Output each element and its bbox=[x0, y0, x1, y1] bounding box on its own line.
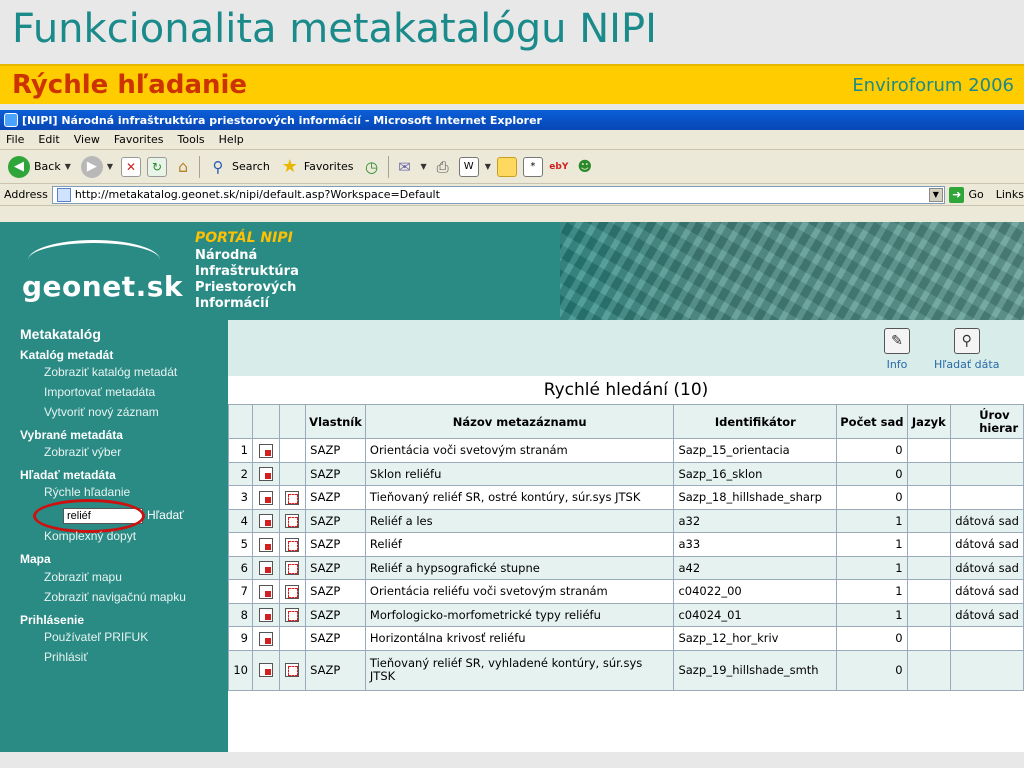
address-bar bbox=[0, 184, 1024, 206]
sidebar-link-show-map[interactable]: Zobraziť mapu bbox=[44, 570, 122, 584]
back-label: Back bbox=[34, 160, 61, 173]
col-header-language[interactable]: Jazyk bbox=[907, 405, 951, 439]
row-identifier: c04022_00 bbox=[674, 580, 837, 604]
metadata-doc-icon[interactable] bbox=[259, 632, 273, 646]
forward-button[interactable] bbox=[79, 154, 115, 180]
row-identifier: Sazp_12_hor_kriv bbox=[674, 627, 837, 651]
metadata-doc-icon[interactable] bbox=[259, 444, 273, 458]
go-arrow-icon[interactable]: ➜ bbox=[949, 187, 965, 203]
row-count: 1 bbox=[837, 533, 907, 557]
sidebar-title: Metakatalóg bbox=[20, 326, 101, 342]
row-owner: SAZP bbox=[306, 439, 366, 463]
row-doc-cell bbox=[252, 439, 279, 463]
row-level: dátová sad bbox=[951, 556, 1024, 580]
search-data-label: Hľadať dáta bbox=[934, 358, 1000, 371]
info-label: Info bbox=[886, 358, 908, 371]
sidebar-link-new-record[interactable]: Vytvoriť nový záznam bbox=[44, 405, 159, 419]
menu-favorites[interactable]: Favorites bbox=[113, 133, 164, 146]
row-level bbox=[951, 650, 1024, 690]
menu-help[interactable]: Help bbox=[218, 133, 244, 146]
search-label: Search bbox=[232, 160, 270, 173]
row-doc-cell bbox=[252, 580, 279, 604]
row-level bbox=[951, 627, 1024, 651]
main-panel bbox=[228, 320, 1024, 752]
results-title: Rychlé hledání (10) bbox=[543, 380, 709, 400]
row-language bbox=[907, 650, 951, 690]
row-name-link[interactable]: Horizontálna krivosť reliéfu bbox=[365, 627, 674, 651]
table-row[interactable] bbox=[229, 462, 1024, 486]
browser-toolbar bbox=[0, 150, 1024, 184]
chevron-down-icon: ▼ bbox=[484, 162, 491, 171]
refresh-icon[interactable]: ↻ bbox=[147, 157, 167, 177]
sidebar-section-map: Mapa bbox=[20, 552, 51, 566]
row-doc-cell bbox=[252, 650, 279, 690]
slide-footer bbox=[0, 752, 1024, 768]
row-level: dátová sad bbox=[951, 603, 1024, 627]
menu-edit[interactable]: Edit bbox=[38, 133, 60, 146]
row-owner: SAZP bbox=[306, 603, 366, 627]
ebay-icon[interactable]: ebY bbox=[549, 161, 569, 172]
row-name-link[interactable]: Tieňovaný reliéf SR, ostré kontúry, súr.sys JTSK bbox=[365, 486, 674, 510]
portal-title: PORTÁL NIPI bbox=[195, 230, 293, 246]
row-level: dátová sad bbox=[951, 509, 1024, 533]
row-doc-cell bbox=[252, 509, 279, 533]
browser-window bbox=[0, 110, 1024, 752]
row-index: 3 bbox=[229, 486, 253, 510]
map-preview-icon[interactable] bbox=[285, 585, 299, 599]
row-owner: SAZP bbox=[306, 509, 366, 533]
chevron-down-icon: ▼ bbox=[64, 162, 71, 171]
edit-icon[interactable]: W bbox=[459, 157, 479, 177]
col-header-owner[interactable]: Vlastník bbox=[306, 405, 366, 439]
history-icon[interactable]: ◷ bbox=[364, 157, 379, 176]
col-header-doc bbox=[252, 405, 279, 439]
metadata-doc-icon[interactable] bbox=[259, 538, 273, 552]
row-level bbox=[951, 439, 1024, 463]
row-name-link[interactable]: Reliéf a hypsografické stupne bbox=[365, 556, 674, 580]
highlight-oval bbox=[33, 499, 145, 533]
row-identifier: Sazp_18_hillshade_sharp bbox=[674, 486, 837, 510]
sidebar-user: Používateľ PRIFUK bbox=[44, 630, 149, 644]
sidebar-section-login: Prihlásenie bbox=[20, 613, 85, 627]
forward-arrow-icon: ▶ bbox=[81, 156, 103, 178]
menu-view[interactable]: View bbox=[73, 133, 100, 146]
menu-file[interactable]: File bbox=[6, 133, 25, 146]
row-index: 9 bbox=[229, 627, 253, 651]
portal-line: Infraštruktúra bbox=[195, 264, 299, 279]
table-header-row bbox=[229, 405, 1024, 439]
address-url: http://metakatalog.geonet.sk/nipi/default.asp?Workspace=Default bbox=[74, 188, 440, 201]
row-map-cell bbox=[279, 650, 306, 690]
col-header-map bbox=[279, 405, 306, 439]
metadata-doc-icon[interactable] bbox=[259, 585, 273, 599]
tool-strip bbox=[228, 320, 1024, 376]
chevron-down-icon[interactable]: ▼ bbox=[929, 188, 943, 202]
table-row[interactable] bbox=[229, 439, 1024, 463]
row-index: 5 bbox=[229, 533, 253, 557]
table-row[interactable] bbox=[229, 556, 1024, 580]
row-doc-cell bbox=[252, 462, 279, 486]
row-identifier: Sazp_16_sklon bbox=[674, 462, 837, 486]
page-icon bbox=[57, 188, 71, 202]
row-count: 0 bbox=[837, 650, 907, 690]
row-language bbox=[907, 439, 951, 463]
row-map-cell bbox=[279, 462, 306, 486]
row-language bbox=[907, 509, 951, 533]
col-header-level[interactable]: Úrov hierar bbox=[951, 405, 1024, 439]
row-identifier: a42 bbox=[674, 556, 837, 580]
sidebar-link-show-selection[interactable]: Zobraziť výber bbox=[44, 445, 122, 459]
portal-line: Národná bbox=[195, 248, 258, 263]
row-level bbox=[951, 462, 1024, 486]
row-doc-cell bbox=[252, 486, 279, 510]
search-button[interactable] bbox=[206, 154, 272, 180]
home-icon[interactable]: ⌂ bbox=[177, 157, 189, 176]
row-language bbox=[907, 486, 951, 510]
row-name-link[interactable]: Sklon reliéfu bbox=[365, 462, 674, 486]
row-count: 1 bbox=[837, 580, 907, 604]
row-map-cell bbox=[279, 439, 306, 463]
row-doc-cell bbox=[252, 627, 279, 651]
metadata-doc-icon[interactable] bbox=[259, 663, 273, 677]
row-index: 8 bbox=[229, 603, 253, 627]
event-name: Enviroforum 2006 bbox=[852, 75, 1014, 96]
row-owner: SAZP bbox=[306, 486, 366, 510]
research-icon[interactable]: * bbox=[523, 157, 543, 177]
sidebar-link-show-catalog[interactable]: Zobraziť katalóg metadát bbox=[44, 365, 178, 379]
row-owner: SAZP bbox=[306, 580, 366, 604]
search-data-icon: ⚲ bbox=[954, 328, 980, 354]
info-icon: ✎ bbox=[884, 328, 910, 354]
row-index: 10 bbox=[229, 650, 253, 690]
map-preview-icon[interactable] bbox=[285, 561, 299, 575]
search-data-tool[interactable] bbox=[934, 328, 999, 371]
portal-line: Priestorových bbox=[195, 280, 297, 295]
map-preview-icon[interactable] bbox=[285, 663, 299, 677]
sidebar bbox=[0, 320, 228, 752]
map-preview-icon[interactable] bbox=[285, 491, 299, 505]
menu-bar bbox=[0, 130, 1024, 150]
info-tool[interactable] bbox=[884, 328, 910, 371]
row-language bbox=[907, 580, 951, 604]
messenger-icon[interactable]: ☻ bbox=[577, 158, 593, 175]
address-input[interactable] bbox=[52, 186, 945, 204]
row-level: dátová sad bbox=[951, 580, 1024, 604]
row-owner: SAZP bbox=[306, 462, 366, 486]
row-language bbox=[907, 462, 951, 486]
row-map-cell bbox=[279, 486, 306, 510]
table-row[interactable] bbox=[229, 650, 1024, 690]
row-map-cell bbox=[279, 603, 306, 627]
chevron-down-icon: ▼ bbox=[106, 162, 114, 171]
row-map-cell bbox=[279, 509, 306, 533]
subtitle-band bbox=[0, 64, 1024, 104]
row-index: 6 bbox=[229, 556, 253, 580]
map-preview-icon[interactable] bbox=[285, 538, 299, 552]
row-identifier: a33 bbox=[674, 533, 837, 557]
row-doc-cell bbox=[252, 603, 279, 627]
portal-line: Informácií bbox=[195, 296, 270, 311]
print-icon[interactable]: ⎙ bbox=[436, 157, 449, 176]
metadata-doc-icon[interactable] bbox=[259, 608, 273, 622]
chevron-down-icon: ▼ bbox=[420, 162, 427, 171]
row-language bbox=[907, 556, 951, 580]
menu-tools[interactable]: Tools bbox=[177, 133, 205, 146]
sidebar-link-quick-search[interactable]: Rýchle hľadanie bbox=[44, 485, 131, 499]
table-row[interactable] bbox=[229, 533, 1024, 557]
quick-search-button[interactable]: Hľadať bbox=[147, 508, 184, 522]
sidebar-section-catalog: Katalóg metadát bbox=[20, 348, 114, 362]
row-name-link[interactable]: Orientácia voči svetovým stranám bbox=[365, 439, 674, 463]
col-header-count[interactable]: Počet sad bbox=[837, 405, 907, 439]
aerial-photo bbox=[560, 222, 1024, 320]
sidebar-link-login[interactable]: Prihlásiť bbox=[44, 650, 88, 664]
folder-icon[interactable] bbox=[497, 157, 517, 177]
metadata-doc-icon[interactable] bbox=[259, 561, 273, 575]
slide-subtitle: Rýchle hľadanie bbox=[12, 70, 248, 100]
row-map-cell bbox=[279, 627, 306, 651]
map-preview-icon[interactable] bbox=[285, 608, 299, 622]
metadata-doc-icon[interactable] bbox=[259, 491, 273, 505]
geonet-logo[interactable]: geonet.sk bbox=[22, 270, 184, 303]
row-identifier: Sazp_15_orientacia bbox=[674, 439, 837, 463]
table-row[interactable] bbox=[229, 486, 1024, 510]
row-identifier: a32 bbox=[674, 509, 837, 533]
web-content bbox=[0, 222, 1024, 752]
row-count: 0 bbox=[837, 439, 907, 463]
address-label: Address bbox=[4, 188, 48, 201]
row-language bbox=[907, 533, 951, 557]
sidebar-link-nav-map[interactable]: Zobraziť navigačnú mapku bbox=[44, 590, 186, 604]
ie-icon bbox=[4, 113, 18, 127]
row-identifier: Sazp_19_hillshade_smth bbox=[674, 650, 837, 690]
results-table bbox=[228, 404, 1024, 691]
back-button[interactable] bbox=[6, 154, 73, 180]
favorites-label: Favorites bbox=[303, 160, 354, 173]
row-name-link[interactable]: Reliéf a les bbox=[365, 509, 674, 533]
table-row[interactable] bbox=[229, 627, 1024, 651]
sidebar-section-selected: Vybrané metadáta bbox=[20, 428, 123, 442]
mail-icon[interactable]: ✉ bbox=[398, 157, 411, 176]
sidebar-section-search: Hľadať metadáta bbox=[20, 468, 116, 482]
toolbar-separator bbox=[388, 156, 389, 178]
map-preview-icon[interactable] bbox=[285, 514, 299, 528]
portal-banner bbox=[0, 222, 1024, 320]
window-titlebar bbox=[0, 110, 1024, 130]
col-header-name[interactable]: Názov metazáznamu bbox=[365, 405, 674, 439]
search-icon: ⚲ bbox=[212, 157, 224, 176]
row-count: 1 bbox=[837, 509, 907, 533]
row-name-link[interactable]: Orientácia reliéfu voči svetovým stranám bbox=[365, 580, 674, 604]
row-doc-cell bbox=[252, 533, 279, 557]
row-index: 4 bbox=[229, 509, 253, 533]
row-owner: SAZP bbox=[306, 533, 366, 557]
row-count: 0 bbox=[837, 486, 907, 510]
row-count: 0 bbox=[837, 627, 907, 651]
table-row[interactable] bbox=[229, 603, 1024, 627]
links-button[interactable]: Links bbox=[995, 188, 1024, 201]
window-title: [NIPI] Národná infraštruktúra priestorových informácií - Microsoft Internet Explorer bbox=[22, 113, 542, 127]
row-map-cell bbox=[279, 533, 306, 557]
quick-search-input[interactable]: reliéf bbox=[63, 508, 143, 524]
sidebar-link-complex-query[interactable]: Komplexný dopyt bbox=[44, 529, 137, 543]
row-index: 1 bbox=[229, 439, 253, 463]
back-arrow-icon: ◀ bbox=[8, 156, 30, 178]
row-language bbox=[907, 603, 951, 627]
row-name-link[interactable]: Reliéf bbox=[365, 533, 674, 557]
metadata-doc-icon[interactable] bbox=[259, 467, 273, 481]
row-index: 7 bbox=[229, 580, 253, 604]
toolbar-separator bbox=[199, 156, 200, 178]
row-name-link[interactable]: Morfologicko-morfometrické typy reliéfu bbox=[365, 603, 674, 627]
row-count: 0 bbox=[837, 462, 907, 486]
row-doc-cell bbox=[252, 556, 279, 580]
row-identifier: c04024_01 bbox=[674, 603, 837, 627]
star-icon: ★ bbox=[281, 156, 298, 177]
stop-icon[interactable]: ✕ bbox=[121, 157, 141, 177]
table-row[interactable] bbox=[229, 580, 1024, 604]
row-map-cell bbox=[279, 556, 306, 580]
row-owner: SAZP bbox=[306, 627, 366, 651]
row-owner: SAZP bbox=[306, 556, 366, 580]
col-header-index bbox=[229, 405, 253, 439]
row-name-link[interactable]: Tieňovaný reliéf SR, vyhladené kontúry, súr.sys JTSK bbox=[365, 650, 674, 690]
go-button[interactable]: Go bbox=[968, 188, 984, 201]
sidebar-link-import[interactable]: Importovať metadáta bbox=[44, 385, 156, 399]
metadata-doc-icon[interactable] bbox=[259, 514, 273, 528]
row-index: 2 bbox=[229, 462, 253, 486]
row-language bbox=[907, 627, 951, 651]
row-map-cell bbox=[279, 580, 306, 604]
col-header-identifier[interactable]: Identifikátor bbox=[674, 405, 837, 439]
row-level bbox=[951, 486, 1024, 510]
slide-title: Funkcionalita metakatalógu NIPI bbox=[12, 6, 657, 52]
row-level: dátová sad bbox=[951, 533, 1024, 557]
table-row[interactable] bbox=[229, 509, 1024, 533]
favorites-button[interactable] bbox=[278, 154, 356, 180]
row-owner: SAZP bbox=[306, 650, 366, 690]
row-count: 1 bbox=[837, 603, 907, 627]
row-count: 1 bbox=[837, 556, 907, 580]
